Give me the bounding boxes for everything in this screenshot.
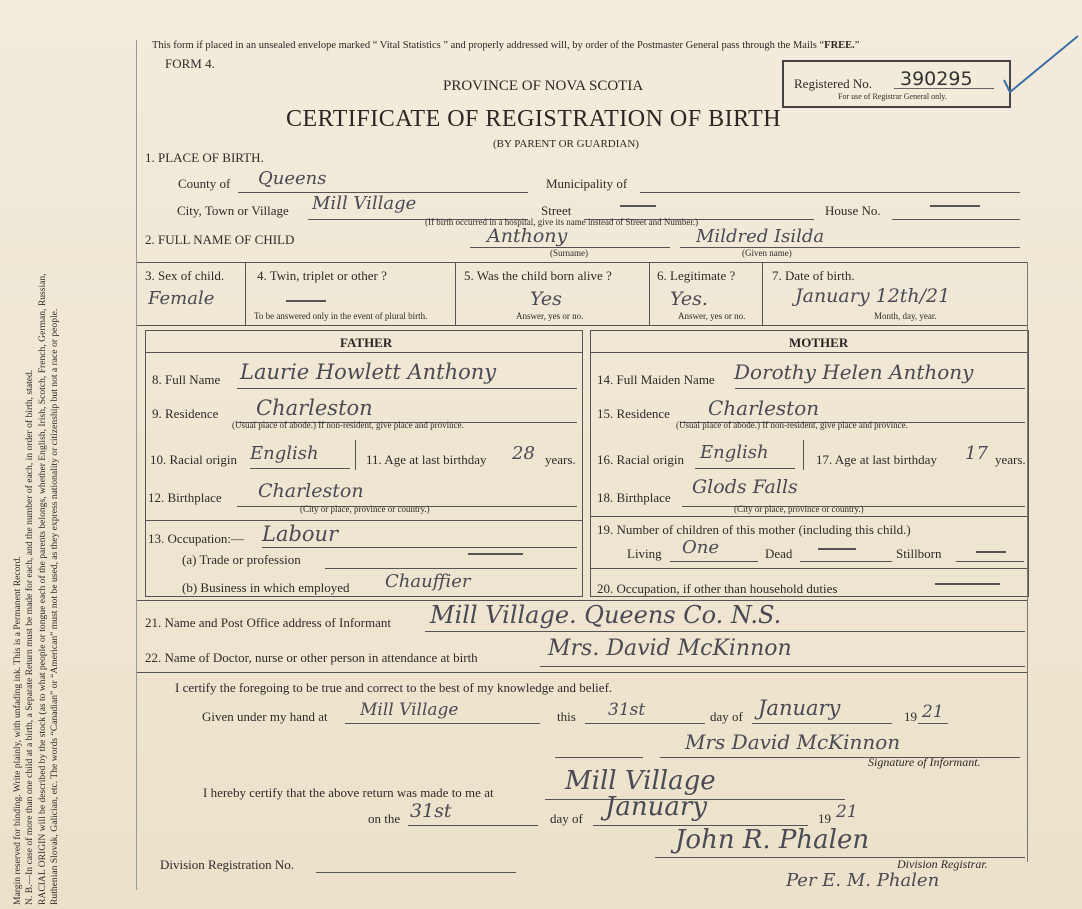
twin-note: To be answered only in the event of plural birth. bbox=[254, 311, 428, 321]
number-underline bbox=[894, 88, 994, 89]
twin-label: 4. Twin, triplet or other ? bbox=[257, 268, 387, 283]
mother-birthplace-note: (City or place, province or country.) bbox=[734, 504, 864, 514]
certificate-title: CERTIFICATE OF REGISTRATION OF BIRTH bbox=[286, 106, 782, 132]
on-the-label: on the bbox=[368, 811, 401, 826]
mother-age-value: 17 bbox=[965, 443, 988, 464]
municipality-label: Municipality of bbox=[546, 176, 628, 191]
division-registration-label: Division Registration No. bbox=[160, 857, 294, 872]
alive-value: Yes bbox=[530, 288, 562, 310]
given-place: Mill Village bbox=[360, 700, 459, 720]
county-value: Queens bbox=[258, 168, 327, 189]
father-occupation-label: 13. Occupation:— bbox=[148, 531, 245, 546]
living-value: One bbox=[682, 537, 720, 558]
mother-residence-value: Charleston bbox=[708, 396, 820, 420]
mother-birthplace-value: Glods Falls bbox=[692, 476, 798, 498]
given-under-label: Given under my hand at bbox=[202, 709, 328, 724]
father-racial-label: 10. Racial origin bbox=[150, 452, 238, 467]
date-of-birth-note: Month, day, year. bbox=[874, 311, 937, 321]
father-birthplace-value: Charleston bbox=[258, 480, 364, 502]
mother-years: years. bbox=[995, 452, 1026, 467]
registrar-per-signature: Per E. M. Phalen bbox=[786, 870, 940, 891]
informant-signature: Mrs David McKinnon bbox=[685, 730, 901, 754]
city-value: Mill Village bbox=[312, 193, 417, 214]
father-name-label: 8. Full Name bbox=[152, 372, 221, 387]
check-mark-icon bbox=[990, 30, 1080, 95]
given-day-of-label: day of bbox=[710, 709, 743, 724]
dead-label: Dead bbox=[765, 546, 793, 561]
margin-note: RACIAL ORIGIN will be described by the stock (as to what people or tongue each of the parents belongs, whether English, Irish, Scotch, French, German, Russian, bbox=[36, 273, 48, 905]
child-name-label: 2. FULL NAME OF CHILD bbox=[145, 232, 295, 247]
children-count-label: 19. Number of children of this mother (including this child.) bbox=[597, 522, 911, 537]
alive-note: Answer, yes or no. bbox=[516, 311, 584, 321]
stillborn-label: Stillborn bbox=[896, 546, 942, 561]
registrar-day-of-label: day of bbox=[550, 811, 583, 826]
legitimate-note: Answer, yes or no. bbox=[678, 311, 746, 321]
date-of-birth-value: January 12th/21 bbox=[795, 285, 951, 307]
given-year: 21 bbox=[922, 702, 944, 722]
house-no-label: House No. bbox=[825, 203, 881, 218]
place-of-birth-heading: 1. PLACE OF BIRTH. bbox=[145, 150, 264, 165]
mother-age-label: 17. Age at last birthday bbox=[816, 452, 937, 467]
given-year-prefix: 19 bbox=[904, 709, 917, 724]
doctor-label: 22. Name of Doctor, nurse or other person in attendance at birth bbox=[145, 650, 478, 665]
margin-notes bbox=[12, 25, 132, 905]
father-name-value: Laurie Howlett Anthony bbox=[240, 360, 497, 384]
form-number: FORM 4. bbox=[165, 56, 215, 71]
mother-occupation-label: 20. Occupation, if other than household duties bbox=[597, 581, 838, 596]
postal-notice: This form if placed in an unsealed envelope marked “ Vital Statistics ” and properly addressed will, by order of the Postmaster General pass through the Mails “FREE.” bbox=[152, 40, 860, 51]
given-day: 31st bbox=[608, 700, 646, 720]
informant-label: 21. Name and Post Office address of Informant bbox=[145, 615, 391, 630]
right-border bbox=[1027, 262, 1028, 862]
doctor-value: Mrs. David McKinnon bbox=[548, 636, 792, 661]
mother-racial-value: English bbox=[700, 442, 769, 463]
legitimate-value: Yes. bbox=[670, 288, 708, 310]
county-label: County of bbox=[178, 176, 231, 191]
father-residence-note: (Usual place of abode.) If non-resident, give place and province. bbox=[232, 420, 464, 430]
mother-residence-note: (Usual place of abode.) If non-resident, give place and province. bbox=[676, 420, 908, 430]
margin-note: Ruthenian Slovak, Galician, etc. The words “Canadian” or “American” must not be used, as they express nationality or citizenship but not a race or people. bbox=[48, 308, 60, 905]
mother-birthplace-label: 18. Birthplace bbox=[597, 490, 671, 505]
certificate-subtitle: (BY PARENT OR GUARDIAN) bbox=[493, 138, 639, 150]
hospital-note: (If birth occurred in a hospital, give its name instead of Street and Number.) bbox=[425, 217, 699, 227]
margin-note: Margin reserved for binding. Write plainly, with unfading ink. This is a Permanent Record. bbox=[12, 556, 23, 905]
date-of-birth-label: 7. Date of birth. bbox=[772, 268, 855, 283]
registration-box bbox=[782, 60, 1011, 108]
margin-note: N. B.—In case of more than one child at a birth, a Separate Return must be made for each, and the number of each, in order of birth, stated. bbox=[24, 369, 36, 905]
registrar-signature: John R. Phalen bbox=[675, 825, 870, 855]
registrar-general-note: For use of Registrar General only. bbox=[838, 92, 947, 101]
street-label: Street bbox=[541, 203, 572, 218]
mother-name-label: 14. Full Maiden Name bbox=[597, 372, 715, 387]
living-label: Living bbox=[627, 546, 662, 561]
margin-rule bbox=[136, 40, 137, 890]
father-years: years. bbox=[545, 452, 576, 467]
father-birthplace-label: 12. Birthplace bbox=[148, 490, 222, 505]
given-name-caption: (Given name) bbox=[742, 248, 792, 258]
mother-residence-label: 15. Residence bbox=[597, 406, 670, 421]
registered-no-label: Registered No. bbox=[794, 76, 872, 91]
informant-value: Mill Village. Queens Co. N.S. bbox=[430, 601, 782, 629]
certify-text: I certify the foregoing to be true and correct to the best of my knowledge and belief. bbox=[175, 680, 613, 695]
alive-label: 5. Was the child born alive ? bbox=[464, 268, 612, 283]
division-registrar-caption: Division Registrar. bbox=[897, 857, 988, 871]
surname-caption: (Surname) bbox=[550, 248, 588, 258]
registrar-text: I hereby certify that the above return was made to me at bbox=[203, 785, 494, 800]
given-month: January bbox=[758, 696, 841, 720]
sex-label: 3. Sex of child. bbox=[145, 268, 225, 283]
mother-heading: MOTHER bbox=[789, 335, 849, 350]
father-heading: FATHER bbox=[340, 335, 393, 350]
registrar-month: January bbox=[605, 792, 708, 822]
informant-signature-caption: Signature of Informant. bbox=[868, 755, 981, 769]
registered-number: 390295 bbox=[900, 68, 973, 90]
child-given-name: Mildred Isilda bbox=[696, 226, 825, 247]
legitimate-label: 6. Legitimate ? bbox=[657, 268, 736, 283]
this-label: this bbox=[557, 709, 576, 724]
father-age-value: 28 bbox=[512, 443, 535, 464]
business-value: Chauffier bbox=[385, 571, 471, 592]
mother-racial-label: 16. Racial origin bbox=[597, 452, 685, 467]
father-residence-value: Charleston bbox=[256, 396, 373, 420]
city-label: City, Town or Village bbox=[177, 203, 289, 218]
father-residence-label: 9. Residence bbox=[152, 406, 219, 421]
business-label: (b) Business in which employed bbox=[182, 580, 350, 595]
father-age-label: 11. Age at last birthday bbox=[366, 452, 487, 467]
registrar-year-prefix: 19 bbox=[818, 811, 831, 826]
province-heading: PROVINCE OF NOVA SCOTIA bbox=[443, 78, 644, 94]
registrar-year: 21 bbox=[836, 802, 858, 822]
child-surname: Anthony bbox=[487, 225, 568, 247]
mother-name-value: Dorothy Helen Anthony bbox=[734, 360, 974, 384]
father-racial-value: English bbox=[250, 443, 319, 464]
father-occupation-value: Labour bbox=[262, 522, 339, 546]
free-label: FREE. bbox=[824, 40, 855, 51]
trade-label: (a) Trade or profession bbox=[182, 552, 301, 567]
sex-value: Female bbox=[148, 288, 215, 309]
registrar-place: Mill Village bbox=[565, 766, 716, 796]
registrar-day: 31st bbox=[410, 800, 452, 822]
father-birthplace-note: (City or place, province or country.) bbox=[300, 504, 430, 514]
